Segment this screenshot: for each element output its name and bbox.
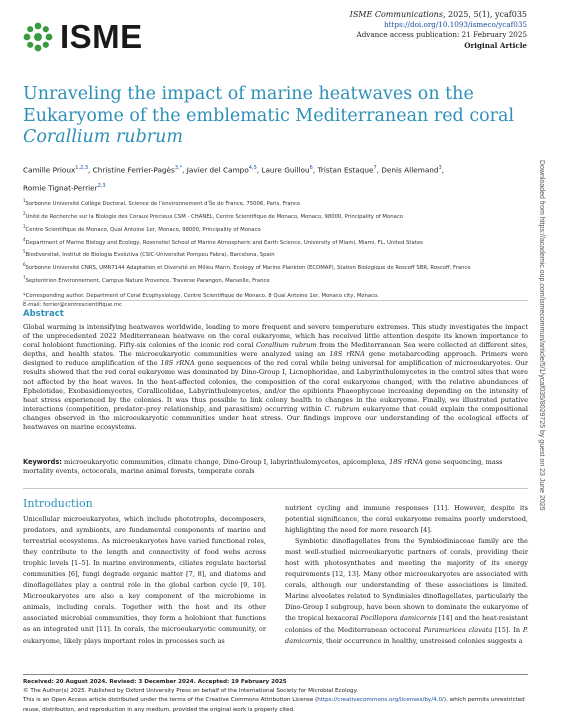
- affiliation-item: $^5$Biodiversitat, Institut de Biologia Evolutiva (CSIC-Universitat Pompeu Fabra), Barcelona, Spain: [23, 249, 275, 259]
- author-name: Denis Allemand: [381, 165, 439, 175]
- title-main: Unraveling the impact of marine heatwaves on the Eukaryome of the emblematic Mediterranean red coral: [23, 84, 515, 126]
- keywords-label: Keywords:: [23, 458, 62, 466]
- article-type: Original Article: [464, 40, 527, 50]
- intro-column-left: [23, 514, 266, 647]
- intro-paragraph: Symbiotic dinoflagellates from the Symbiodiniaceae family are the most well-studied microeukaryotic partners of corals, providing their host with photosynthates and meeting the majority of its energy requirements [12, 13]. Many other microeukaryotes are associated with corals, although our understanding of these associations is limited. Marine alveolates related to Syndiniales dinoflagellates, particularly the Dino-Group I subgroup, have been shown to dominate the eukaryome of the tropical hexacoral Pocillopora damicornis [14] and the heat-resistant colonies of the Mediterranean octocoral Paramuricea clavata [15]. In P. damicornis, their occurrence in healthy, unstressed colonies suggests a: [285, 537, 528, 645]
- download-sidebar: [538, 160, 552, 560]
- corresponding-author: *Corresponding author. Department of Coral Ecophysiology, Centre Scientifique de Monaco, 8 Quai Antoine 1er, Monaco city, Monaco.: [23, 293, 379, 300]
- title-species: Corallium rubrum: [23, 127, 184, 147]
- author-name: Laure Guillou: [261, 165, 310, 175]
- author-affiliation-marker: 3,*: [174, 165, 183, 171]
- author-list: Camille Prioux$^{1,2,3}$, Christine Ferrier-Pagès$^{3,*}$, Javier del Campo$^{4,5}$, Laure Guillou$^6$, Tristan Estaque$^7$, Denis Allemand$^3$, Romie Tignat-Perrier$^{2,3}$: [23, 165, 445, 193]
- email: E-mail: ferrier@centrescientifique.mc: [23, 302, 122, 309]
- article-footer: [23, 678, 533, 715]
- divider: [23, 488, 528, 489]
- introduction-heading: Introduction: [23, 497, 93, 510]
- author-affiliation-marker: 1,2,3: [75, 165, 89, 171]
- isme-logo-icon: [22, 21, 54, 53]
- affiliation-item: $^1$Sorbonne Université Collège Doctoral, Science de l’environnement d’Île de France, 75006, Paris, France: [23, 198, 301, 207]
- affiliation-item: $^6$Sorbonne Université CNRS, UMR7144 Adaptation et Diversité en Milieu Marin, Ecology of Marine Plankton (ECOMAP), Station Biologique de Roscoff SBR, Roscoff, France: [23, 262, 471, 272]
- abstract-text: Global warming is intensifying heatwaves worldwide, leading to more frequent and severe temperature extremes. This study investigates the impact of the unprecedented 2022 Mediterranean heatwave on the coral eukaryome, which has received little attention despite its known importance to coral holobiont functioning. Fifty-six colonies of the iconic red coral Corallium rubrum from the Mediterranean Sea were collected at different sites, depths, and health states. The microeukaryotic communities were analyzed using an 18S rRNA gene metabarcoding approach. Primers were designed to reduce amplification of the 18S rRNA gene sequences of the red coral while being universal for amplification of microeukaryotes. Our results showed that the red coral eukaryome was dominated by Dino-Group I, Licnophoridae, and Labyrinthulomycetes in the control sites that were not affected by the heat waves. In the heat-affected colonies, the composition of the coral eukaryome changed, with the relative abundances of Ephelotidae, Exobasidiomycetes, Corallicolidae, Labyrinthulomycetes, and/or the epibionts Phaeophyceae increasing depending on the intensity of heat stress experienced by the colonies. It was thus possible to link colony health to changes in the eukaryome. Finally, we illustrated putative interactions (competition, predator–prey relationship, and parasitism) occurring within C. rubrum eukaryome that could explain the compositional changes observed in the microeukaryotic communities under heat stress. Our findings improve our understanding of the ecological effects of heatwaves on marine ecosystems.: [23, 323, 528, 432]
- advance-access: Advance access publication: 21 February 2025: [356, 30, 527, 40]
- affiliation-item: $^2$Unité de Recherche sur la Biologie des Coraux Précieux CSM - CHANEL, Centre Scientifique de Monaco, Monaco, 98000, Principality of Monaco: [23, 210, 403, 220]
- journal-name: ISME Communications: [349, 10, 443, 19]
- affiliations: [23, 196, 523, 310]
- author-name: Romie Tignat-Perrier: [23, 183, 98, 193]
- license-link[interactable]: https://creativecommons.org/licenses/by/4.0/: [317, 697, 444, 704]
- author-name: Christine Ferrier-Pagès: [92, 165, 175, 175]
- download-note: Downloaded from https://academic.oup.com/ismecommun/article/5/1/ycaf035/8029725 by guest on 23 June 2025: [538, 160, 545, 511]
- intro-column-right: [285, 503, 528, 647]
- intro-paragraph: nutrient cycling and immune responses [11]. However, despite its potential significance, the coral eukaryome remains poorly understood, highlighting the need for more research [4].: [285, 504, 528, 535]
- author-name: Javier del Campo: [186, 165, 249, 175]
- author-name: Camille Prioux: [23, 165, 76, 175]
- journal-header: [350, 10, 527, 51]
- affiliation-item: $^4$Department of Marine Biology and Ecology, Rosenstiel School of Marine Atmospheric and Earth Science, University of Miami, Miami, FL, United States: [23, 236, 423, 246]
- keywords: Keywords: microeukaryotic communities, climate change, Dino-Group I, labyrinthulomycetes, apicomplexa, 18S rRNA gene sequencing, mass mortality events, octocorals, marine animal forests, temperate corals: [23, 458, 503, 476]
- doi-link[interactable]: https://doi.org/10.1093/ismeco/ycaf035: [384, 20, 527, 30]
- author-affiliation-marker: 2,3: [97, 183, 106, 190]
- author-affiliation-marker: 6: [309, 165, 313, 171]
- isme-logo-text: ISME: [60, 18, 143, 55]
- article-title: [23, 84, 523, 149]
- affiliation-item: $^7$Septentrion Environnement, Campus Nature Provence, Traverse Parangon, Marseille, France: [23, 275, 270, 284]
- author-affiliation-marker: 3: [438, 165, 442, 171]
- affiliation-item: $^3$Centre Scientifique de Monaco, Quai Antoine 1er, Monaco, 98000, Principality of Monaco: [23, 223, 261, 233]
- abstract-heading: Abstract: [23, 309, 64, 319]
- author-affiliation-marker: 4,5: [248, 165, 257, 171]
- article-dates: Received: 20 August 2024. Revised: 3 December 2024. Accepted: 19 February 2025: [23, 679, 287, 685]
- license: This is an Open Access article distributed under the terms of the Creative Commons Attribution License (https://creativecommons.org/licenses/by/4.0/), which permits unrestricted reuse, distribution, and reproduction in any medium, provided the original work is properly cited.: [23, 697, 525, 713]
- author-name: Tristan Estaque: [317, 165, 374, 175]
- divider: [23, 300, 528, 301]
- intro-paragraph: Unicellular microeukaryotes, which include phototrophs, decomposers, predators, and symbionts, are fundamental components of marine and terrestrial ecosystems. As microeukaryotes have varied functional roles, they contribute to the length and connectivity of food webs across trophic levels [1–5]. In marine environments, ciliates regulate bacterial communities [6], fungi degrade organic matter [7, 8], and diatoms and dinoflagellates play a central role in the global carbon cycle [9, 10]. Microeukaryotes are also a key component of the microbiome in animals, including corals. Together with the host and its other associated microbial communities, they form a holobiont that functions as an integrated unit [11]. In corals, the microeukaryotic community, or eukaryome, likely plays important roles in processes such as: [23, 515, 266, 645]
- footer-divider: [23, 674, 528, 675]
- copyright: © The Author(s) 2025. Published by Oxford University Press on behalf of the International Society for Microbial Ecology.: [23, 688, 358, 695]
- journal-citation: , 2025, 5(1), ycaf035: [442, 10, 527, 19]
- author-affiliation-marker: 7: [373, 165, 377, 171]
